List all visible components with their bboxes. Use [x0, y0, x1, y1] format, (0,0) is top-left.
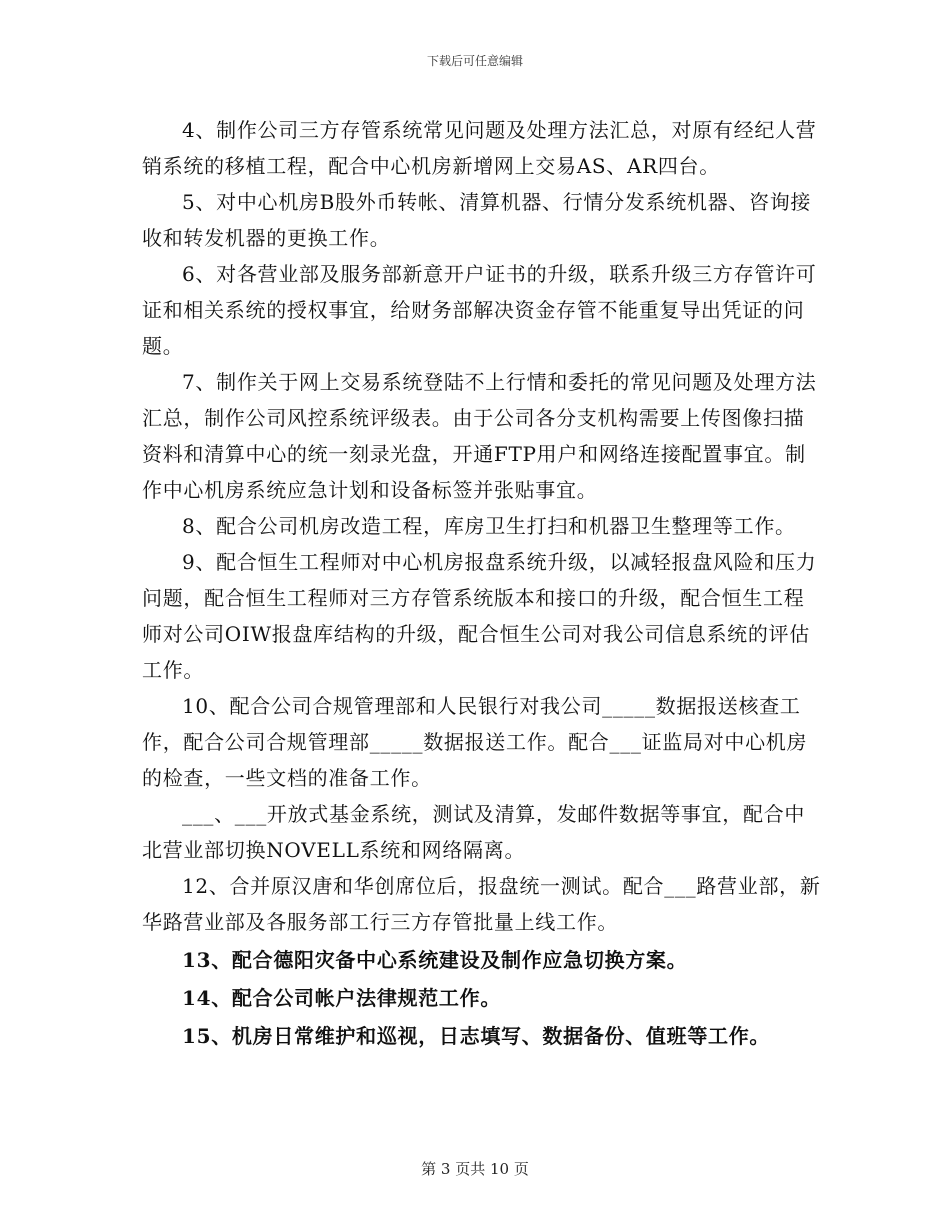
paragraph-item-7: 7、制作关于网上交易系统登陆不上行情和委托的常见问题及处理方法汇总，制作公司风控系统评级表。由于公司各分支机构需要上传图像扫描资料和清算中心的统一刻录光盘，开通FTP用户和网络连接配置事宜。制作中心机房系统应急计划和设备标签并张贴事宜。 — [142, 370, 817, 502]
paragraph-item-11: ___、___开放式基金系统，测试及清算，发邮件数据等事宜，配合中北营业部切换NOVELL系统和网络隔离。 — [142, 802, 806, 862]
document-body — [142, 112, 824, 1056]
paragraph-item-13: 13、配合德阳灾备中心系统建设及制作应急切换方案。 — [182, 948, 688, 972]
page-header: 下载后可任意编辑 — [426, 54, 523, 68]
paragraph-item-4: 4、制作公司三方存管系统常见问题及处理方法汇总，对原有经纪人营销系统的移植工程，配合中心机房新增网上交易AS、AR四台。 — [142, 118, 817, 178]
paragraph-item-15: 15、机房日常维护和巡视，日志填写、数据备份、值班等工作。 — [182, 1024, 771, 1048]
paragraph-item-6: 6、对各营业部及服务部新意开户证书的升级，联系升级三方存管许可证和相关系统的授权事宜，给财务部解决资金存管不能重复导出凭证的问题。 — [142, 262, 817, 358]
paragraph-item-12: 12、合并原汉唐和华创席位后，报盘统一测试。配合___路营业部，新华路营业部及各服务部工行三方存管批量上线工作。 — [142, 874, 821, 934]
page-footer: 第 3 页共 10 页 — [421, 1160, 529, 1178]
paragraph-item-14: 14、配合公司帐户法律规范工作。 — [182, 986, 502, 1010]
paragraph-item-5: 5、对中心机房B股外币转帐、清算机器、行情分发系统机器、咨询接收和转发机器的更换工作。 — [142, 190, 812, 250]
paragraph-item-9: 9、配合恒生工程师对中心机房报盘系统升级，以减轻报盘风险和压力问题，配合恒生工程师对三方存管系统版本和接口的升级，配合恒生工程师对公司OIW报盘库结构的升级，配合恒生公司对我公司信息系统的评估工作。 — [142, 550, 817, 682]
paragraph-item-8: 8、配合公司机房改造工程，库房卫生打扫和机器卫生整理等工作。 — [182, 514, 796, 538]
paragraph-item-10: 10、配合公司合规管理部和人民银行对我公司_____数据报送核查工作，配合公司合规管理部_____数据报送工作。配合___证监局对中心机房的检查，一些文档的准备工作。 — [142, 694, 808, 790]
